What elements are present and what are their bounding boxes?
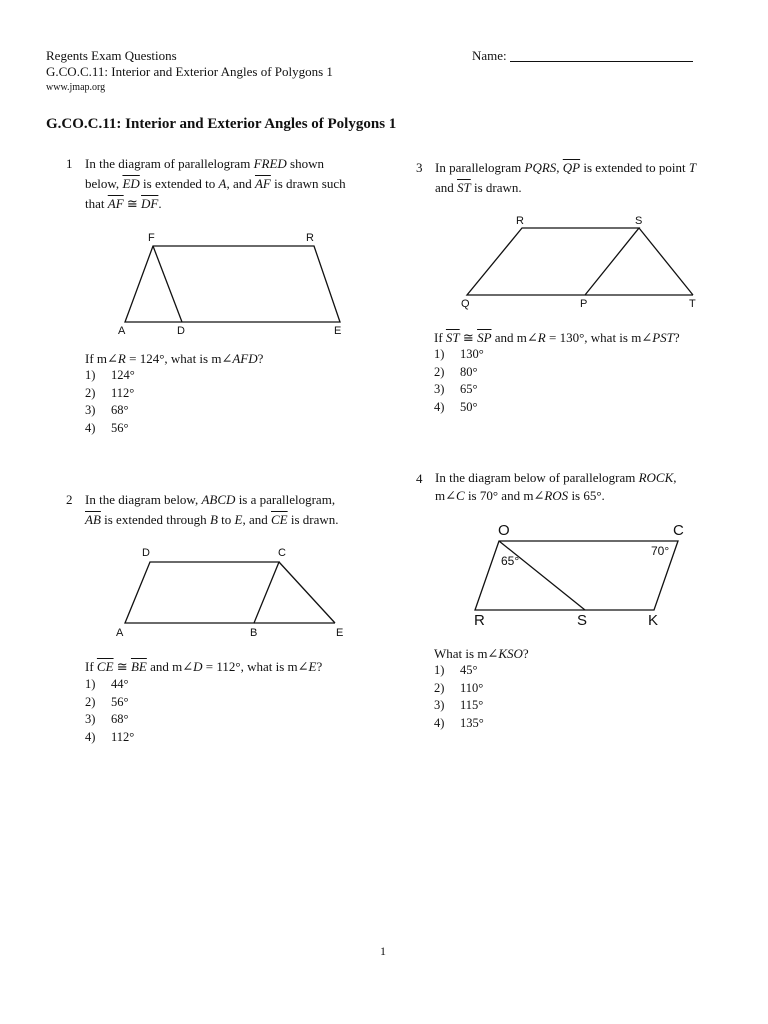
text-run: m∠	[435, 488, 457, 503]
parallelogram-outline	[467, 228, 639, 295]
text-run: below,	[85, 176, 123, 191]
choice-value: 124°	[111, 368, 135, 382]
answer-choice[interactable]	[434, 399, 484, 417]
text-run: ?	[316, 659, 323, 674]
choice-number: 2)	[85, 385, 96, 400]
page-number: 1	[380, 944, 386, 958]
header-line1: Regents Exam Questions	[46, 48, 177, 63]
choice-number: 2)	[434, 364, 445, 379]
choice-value: 130°	[460, 347, 484, 361]
text-run: , and	[242, 512, 271, 527]
parallelogram-outline	[475, 541, 678, 610]
text-run: ABCD	[201, 492, 236, 507]
text-run: = 124°	[125, 351, 165, 366]
text-run: = 112°	[202, 659, 241, 674]
question-1-prompt	[85, 349, 263, 369]
choice-number: 2)	[85, 694, 96, 709]
question-number: 4	[416, 471, 423, 486]
text-run: D	[193, 659, 203, 674]
vertex-label-b: B	[250, 627, 258, 639]
segment-label: $\overline{ST}$	[457, 180, 471, 195]
segment-label: $\overline{BE}$	[130, 659, 147, 674]
segment-label: $\overline{CE}$	[271, 512, 288, 527]
vertex-label-e: E	[336, 627, 344, 639]
question-1-text	[85, 154, 386, 214]
answer-choice[interactable]	[85, 420, 135, 438]
vertex-label-q: Q	[461, 298, 470, 310]
text-run: is 65°.	[568, 488, 605, 503]
parallelogram-abcd-diagram	[110, 543, 360, 643]
text-run: R	[117, 351, 126, 366]
answer-choice[interactable]	[85, 402, 135, 420]
text-run: and	[435, 180, 458, 195]
answer-choice[interactable]	[85, 385, 135, 403]
text-run: is extended to	[139, 176, 219, 191]
text-run: R	[537, 330, 546, 345]
segment-os	[499, 541, 585, 610]
choice-number: 4)	[85, 729, 96, 744]
vertex-label-r: R	[516, 215, 524, 227]
vertex-label-o: O	[498, 522, 510, 539]
segment-label: $\overline{QP}$	[562, 160, 581, 175]
text-run: ?	[257, 351, 264, 366]
choice-value: 65°	[460, 382, 478, 396]
vertex-label-d: D	[177, 325, 185, 337]
header-line2: G.CO.C.11: Interior and Exterior Angles of Polygons 1	[46, 64, 333, 79]
text-run: and m∠	[146, 659, 194, 674]
answer-choice[interactable]	[434, 662, 484, 680]
answer-choice[interactable]	[434, 346, 484, 364]
text-run: In the diagram below of parallelogram	[435, 470, 639, 485]
text-run: ≅	[113, 659, 131, 674]
choice-number: 4)	[434, 399, 445, 414]
text-run: PST	[652, 330, 674, 345]
text-run: , and	[226, 176, 255, 191]
choice-value: 112°	[111, 729, 135, 744]
segment-label: $\overline{AF}$	[254, 176, 271, 191]
choice-value: 68°	[111, 403, 129, 417]
text-run: ?	[522, 646, 529, 661]
segment-fd	[153, 246, 182, 322]
choice-value: 50°	[460, 399, 478, 414]
vertex-label-s: S	[577, 612, 588, 629]
text-run: What is m∠	[434, 646, 499, 661]
choice-number: 4)	[85, 420, 96, 435]
name-blank-line[interactable]	[510, 61, 693, 62]
question-2-text	[85, 490, 386, 530]
segment-st	[639, 228, 693, 295]
parallelogram-rock-diagram	[470, 518, 690, 630]
question-4-choices	[434, 662, 484, 732]
vertex-label-k: K	[648, 612, 659, 629]
text-run: is drawn.	[287, 512, 339, 527]
answer-choice[interactable]	[85, 711, 134, 729]
page-title: G.CO.C.11: Interior and Exterior Angles of Polygons 1	[46, 116, 397, 132]
question-number: 2	[66, 492, 73, 507]
vertex-label-f: F	[148, 232, 155, 244]
choice-number: 2)	[434, 680, 445, 695]
choice-number: 3)	[85, 712, 96, 726]
choice-number: 1)	[434, 663, 445, 677]
text-run: ,	[556, 160, 563, 175]
segment-label: $\overline{AF}$	[107, 196, 124, 211]
vertex-label-p: P	[580, 298, 588, 310]
choice-number: 3)	[434, 698, 445, 712]
text-run: is extended through	[100, 512, 210, 527]
angle-label-c: 70°	[651, 544, 670, 558]
choice-number: 3)	[434, 382, 445, 396]
answer-choice[interactable]	[85, 676, 134, 694]
answer-choice[interactable]	[434, 715, 484, 733]
text-run: B	[209, 512, 218, 527]
vertex-label-t: T	[689, 298, 696, 310]
question-3-text	[435, 158, 746, 198]
text-run: If	[85, 659, 97, 674]
choice-number: 3)	[85, 403, 96, 417]
answer-choice[interactable]	[434, 680, 484, 698]
segment-label: $\overline{ED}$	[122, 176, 140, 191]
choice-value: 112°	[111, 385, 135, 400]
text-run: and m∠	[491, 330, 538, 345]
text-run: KSO	[498, 646, 523, 661]
name-label: Name:	[472, 48, 507, 63]
text-run: If	[434, 330, 446, 345]
segment-label: $\overline{DF}$	[141, 196, 159, 211]
text-run: E	[308, 659, 317, 674]
choice-value: 56°	[111, 694, 129, 709]
segment-ce	[279, 562, 335, 623]
text-run: .	[158, 196, 162, 211]
vertex-label-a: A	[118, 325, 126, 337]
answer-choice[interactable]	[434, 697, 484, 715]
question-4	[416, 469, 746, 505]
choice-number: 1)	[85, 368, 96, 382]
question-number: 3	[416, 160, 423, 175]
choice-value: 68°	[111, 712, 129, 726]
choice-value: 135°	[460, 715, 484, 730]
vertex-label-c: C	[278, 547, 286, 559]
vertex-label-r: R	[474, 612, 485, 629]
vertex-label-r: R	[306, 232, 314, 244]
text-run: C	[456, 488, 465, 503]
text-run: ,	[673, 470, 677, 485]
question-2-prompt	[85, 657, 322, 677]
choice-number: 4)	[434, 715, 445, 730]
choice-value: 80°	[460, 364, 478, 379]
text-run: , what is m∠	[240, 659, 309, 674]
text-run: E	[234, 512, 243, 527]
choice-number: 1)	[434, 347, 445, 361]
text-run: is drawn.	[470, 180, 522, 195]
text-run: ?	[673, 330, 680, 345]
text-run: = 130°	[545, 330, 585, 345]
text-run: is drawn such	[270, 176, 346, 191]
choice-value: 56°	[111, 420, 129, 435]
header-website: www.jmap.org	[46, 82, 106, 93]
question-number: 1	[66, 156, 73, 171]
text-run: , what is m∠	[164, 351, 233, 366]
choice-value: 44°	[111, 677, 129, 691]
question-4-text	[435, 469, 746, 505]
text-run: PQRS	[524, 160, 557, 175]
choice-value: 45°	[460, 663, 478, 677]
name-field	[472, 48, 693, 64]
text-run: In the diagram of parallelogram	[85, 156, 254, 171]
answer-choice[interactable]	[85, 729, 134, 747]
vertex-label-c: C	[673, 522, 684, 539]
question-2	[66, 490, 386, 530]
parallelogram-outline	[125, 562, 279, 623]
text-run: ≅	[123, 196, 142, 211]
text-run: T	[688, 160, 697, 175]
text-run: is extended to point	[580, 160, 689, 175]
question-3-choices	[434, 346, 484, 416]
vertex-label-a: A	[116, 627, 124, 639]
text-run: , what is m∠	[584, 330, 653, 345]
choice-value: 115°	[460, 698, 484, 712]
question-4-prompt	[434, 644, 529, 664]
text-run: ROS	[544, 488, 569, 503]
question-3	[416, 158, 746, 198]
vertex-label-e: E	[334, 325, 342, 337]
question-1	[66, 154, 386, 214]
text-run: that	[85, 196, 108, 211]
segment-label: $\overline{ST}$	[445, 330, 460, 345]
parallelogram-pqrs-diagram	[455, 212, 705, 312]
segment-label: $\overline{SP}$	[477, 330, 492, 345]
text-run: FRED	[253, 156, 287, 171]
text-run: is a parallelogram,	[235, 492, 336, 507]
vertex-label-s: S	[635, 215, 643, 227]
segment-label: $\overline{CE}$	[96, 659, 114, 674]
choice-number: 1)	[85, 677, 96, 691]
answer-choice[interactable]	[85, 367, 135, 385]
text-run: A	[218, 176, 227, 191]
question-3-prompt	[434, 328, 680, 348]
text-run: If m∠	[85, 351, 118, 366]
text-run: shown	[286, 156, 324, 171]
text-run: ROCK	[638, 470, 674, 485]
question-2-choices	[85, 676, 134, 746]
text-run: In the diagram below,	[85, 492, 202, 507]
segment-label: $\overline{AB}$	[85, 512, 101, 527]
text-run: ≅	[459, 330, 478, 345]
parallelogram-fred-diagram	[110, 226, 360, 338]
answer-choice[interactable]	[434, 364, 484, 382]
answer-choice[interactable]	[85, 694, 134, 712]
choice-value: 110°	[460, 680, 484, 695]
answer-choice[interactable]	[434, 381, 484, 399]
question-1-choices	[85, 367, 135, 437]
header-left	[46, 48, 333, 96]
text-run: to	[217, 512, 235, 527]
text-run: is 70° and m∠	[464, 488, 545, 503]
angle-label-o: 65°	[501, 554, 520, 568]
vertex-label-d: D	[142, 547, 150, 559]
text-run: AFD	[232, 351, 258, 366]
text-run: In parallelogram	[435, 160, 525, 175]
